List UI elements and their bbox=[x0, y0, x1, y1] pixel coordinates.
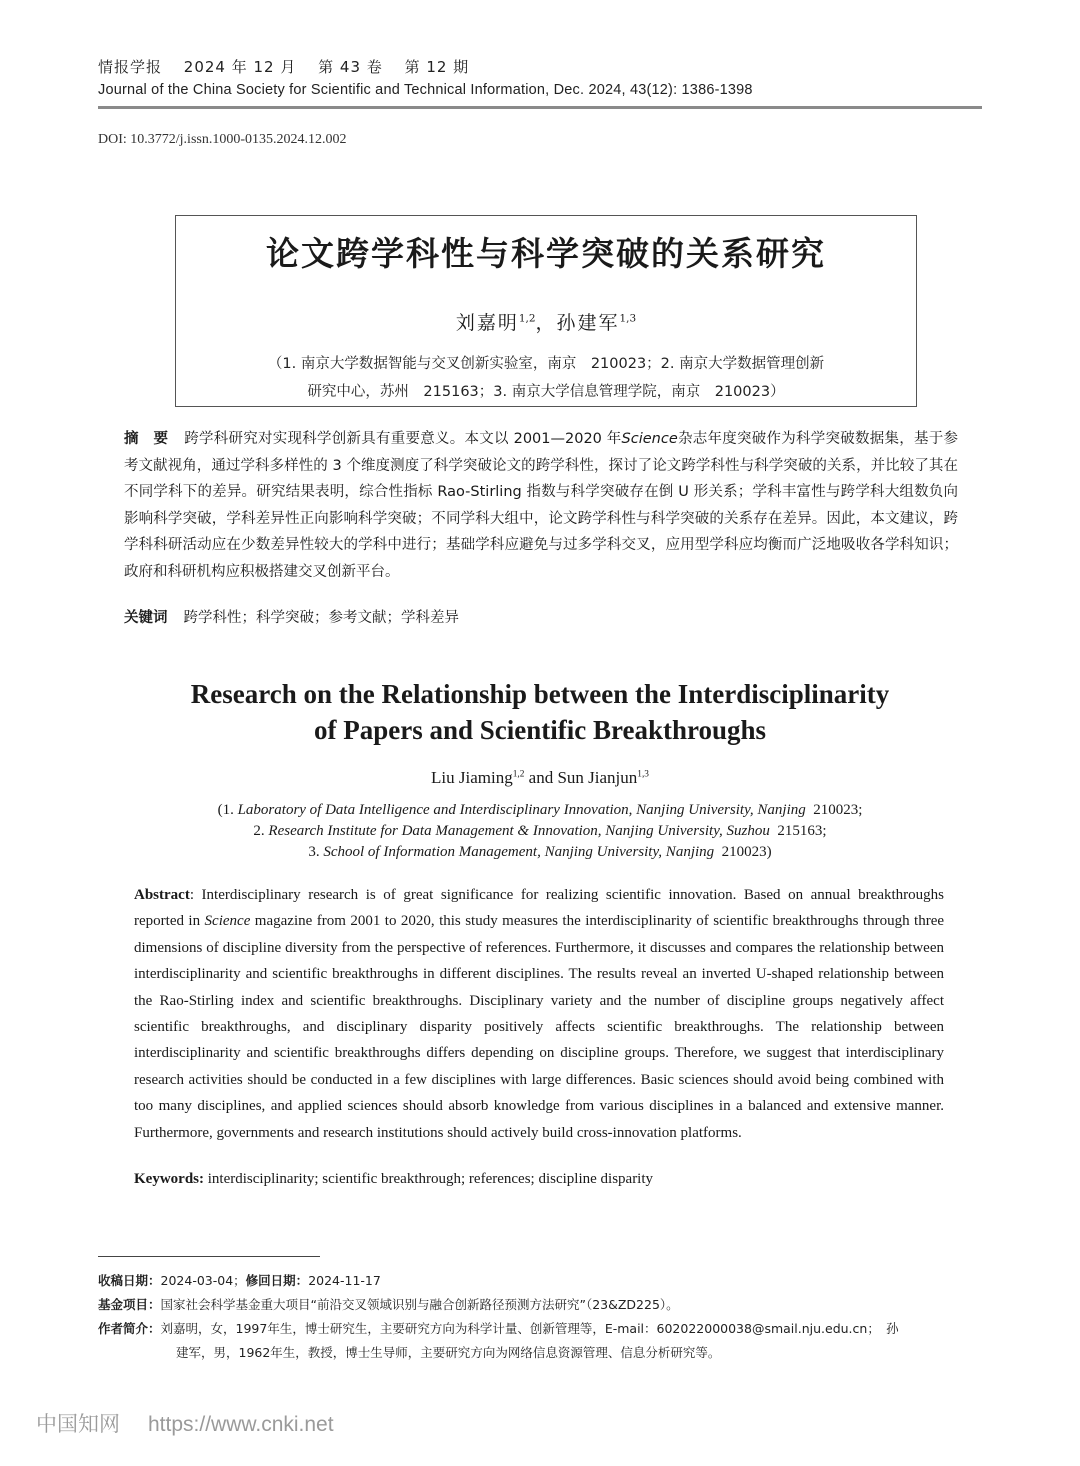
fund-text: 国家社会科学基金重大项目“前沿交叉领域识别与融合创新路径预测方法研究”（23&ZD225）。 bbox=[160, 1297, 679, 1312]
fund-label: 基金项目： bbox=[98, 1297, 161, 1312]
footnote-bio bbox=[98, 1317, 984, 1365]
abstract-text-cn: 跨学科研究对实现科学创新具有重要意义。本文以 2001—2020 年 bbox=[184, 431, 622, 447]
affiliation-en-line bbox=[100, 823, 980, 840]
authors-cn bbox=[175, 308, 917, 335]
bio-text: 建军，男，1962年生，教授，博士生导师，主要研究方向为网络信息资源管理、信息分析研究等。 bbox=[176, 1345, 721, 1360]
affiliation-cn-line: 研究中心，苏州 215163；3. 南京大学信息管理学院，南京 210023） bbox=[307, 384, 785, 400]
postal-code: 215163; bbox=[769, 823, 827, 839]
author-affiliation-marker: 1,2 bbox=[512, 769, 525, 780]
keywords-label-en: Keywords: bbox=[134, 1171, 204, 1187]
title-line: of Papers and Scientific Breakthroughs bbox=[313, 715, 767, 745]
issue-cn: 第 12 期 bbox=[404, 58, 470, 76]
title-line: Research on the Relationship between the Interdisciplinarity bbox=[190, 679, 890, 709]
abstract-text-en: magazine from 2001 to 2020, this study measures the interdisciplinarity of scientific breakthroughs through three dimensions of discipline diversity from the perspective of references. Furthermore, it discusses and compares the relationship between interdisciplinarity and scientific breakthroughs in different disciplines. The results reveal an inverted U-shaped relationship between the Rao-Stirling index and scientific breakthroughs. Disciplinary variety and the number of discipline groups negatively affect scientific breakthroughs, and disciplinary disparity positively affects scientific breakthroughs. The relationship between interdisciplinarity and scientific breakthroughs differs depending on discipline groups. Therefore, we suggest that interdisciplinary research activities should be conducted in a few disciplines with large differences. Basic sciences should avoid being combined with too many disciplines, and applied sciences should absorb knowledge from various disciplines in a balanced and extensive manner. Furthermore, governments and research institutions should actively build cross-innovation platforms. bbox=[134, 913, 945, 1141]
author-name: Liu Jiaming bbox=[431, 768, 513, 787]
author-affiliation-marker: 1,2 bbox=[518, 312, 536, 325]
abstract-label-en: Abstract bbox=[134, 887, 190, 903]
keywords-label-cn: 关键词 bbox=[124, 610, 168, 626]
abstract-italic-cn: Science bbox=[621, 431, 678, 447]
postal-code: 210023; bbox=[805, 802, 863, 818]
footnote-fund bbox=[98, 1293, 984, 1317]
journal-header-en: Journal of the China Society for Scientific and Technical Information, Dec. 2024, 43(12): 1386-1398 bbox=[98, 82, 753, 98]
keywords-cn bbox=[124, 606, 459, 627]
bio-text: 刘嘉明，女，1997年生，博士研究生，主要研究方向为科学计量、创新管理等，E-mail：602022000038@smail.nju.edu.cn； 孙 bbox=[160, 1321, 899, 1336]
author-separator: ， bbox=[535, 312, 557, 334]
paper-title-cn: 论文跨学科性与科学突破的关系研究 bbox=[266, 234, 826, 273]
journal-header-cn bbox=[98, 56, 485, 77]
watermark-url: https://www.cnki.net bbox=[148, 1413, 334, 1436]
affiliation-number: 2. bbox=[253, 823, 269, 839]
doi: DOI: 10.3772/j.issn.1000-0135.2024.12.002 bbox=[98, 132, 347, 147]
abstract-en bbox=[134, 882, 944, 1146]
abstract-text-cn: 杂志年度突破作为科学突破数据集，基于参考文献视角，通过学科多样性的 3 个维度测度了科学突破论文的跨学科性，探讨了论文跨学科性与科学突破的关系，并比较了其在不同学科下的差异。研究结果表明，综合性指标 Rao-Stirling 指数与科学突破存在倒 U 形关系；学科丰富性与跨学科大组数负向影响科学突破，学科差异性正向影响科学突破；不同学科大组中，论文跨学科性与科学突破的关系存在差异。因此，本文建议，跨学科科研活动应在少数差异性较大的学科中进行；基础学科应避免与过多学科交叉，应用型学科应均衡而广泛地吸收各学科知识；政府和科研机构应积极搭建交叉创新平台。 bbox=[124, 431, 958, 580]
postal-code: 210023) bbox=[714, 844, 772, 860]
author-affiliation-marker: 1,3 bbox=[619, 312, 637, 325]
received-date: 2024-03-04； bbox=[160, 1273, 246, 1288]
footnote-dates bbox=[98, 1269, 984, 1293]
abstract-colon: : bbox=[189, 887, 202, 903]
watermark-brand: 中国知网 bbox=[36, 1412, 120, 1436]
abstract-cn bbox=[124, 426, 958, 585]
keywords-text-cn: 跨学科性；科学突破；参考文献；学科差异 bbox=[183, 610, 459, 626]
abstract-text-en: Interdisciplinary research is of great significance for realizing scientific innovation. Based on annual breakthroughs reported in bbox=[134, 887, 944, 930]
received-label: 收稿日期： bbox=[98, 1273, 161, 1288]
author-name: Sun Jianjun bbox=[557, 768, 638, 787]
keywords-text-en: interdisciplinarity; scientific breakthrough; references; discipline disparity bbox=[204, 1171, 654, 1187]
affiliation-en-line bbox=[100, 802, 980, 819]
affiliation-en-line bbox=[100, 844, 980, 861]
paper-title-en bbox=[100, 676, 980, 748]
affiliation-text: School of Information Management, Nanjing University, Nanjing bbox=[323, 844, 715, 860]
affiliation-number: 3. bbox=[308, 844, 324, 860]
affiliation-text: Laboratory of Data Intelligence and Interdisciplinary Innovation, Nanjing University, Nanjing bbox=[237, 802, 806, 818]
issue-date-cn: 2024 年 12 月 bbox=[183, 58, 297, 76]
affiliation-number: (1. bbox=[217, 802, 238, 818]
abstract-label-cn: 摘 要 bbox=[124, 431, 169, 447]
affiliation-text: Research Institute for Data Management & Innovation, Nanjing University, Suzhou bbox=[268, 823, 770, 839]
journal-name-cn: 情报学报 bbox=[98, 58, 163, 76]
keywords-en bbox=[134, 1171, 944, 1188]
abstract-italic-en: Science bbox=[204, 913, 251, 930]
revised-label: 修回日期： bbox=[245, 1273, 309, 1288]
footnote-divider bbox=[98, 1256, 320, 1257]
revised-date: 2024-11-17 bbox=[308, 1273, 381, 1288]
volume-cn: 第 43 卷 bbox=[318, 58, 383, 76]
author-affiliation-marker: 1,3 bbox=[637, 769, 649, 780]
cnki-watermark bbox=[36, 1408, 334, 1438]
author-name: 孙建军 bbox=[556, 312, 620, 334]
authors-en bbox=[100, 768, 980, 788]
author-separator: and bbox=[524, 768, 558, 787]
bio-label: 作者简介： bbox=[98, 1321, 161, 1336]
affiliation-cn-line: （1. 南京大学数据智能与交叉创新实验室，南京 210023；2. 南京大学数据管理创新 bbox=[267, 356, 825, 372]
header-divider bbox=[98, 106, 982, 109]
author-name: 刘嘉明 bbox=[455, 312, 519, 334]
